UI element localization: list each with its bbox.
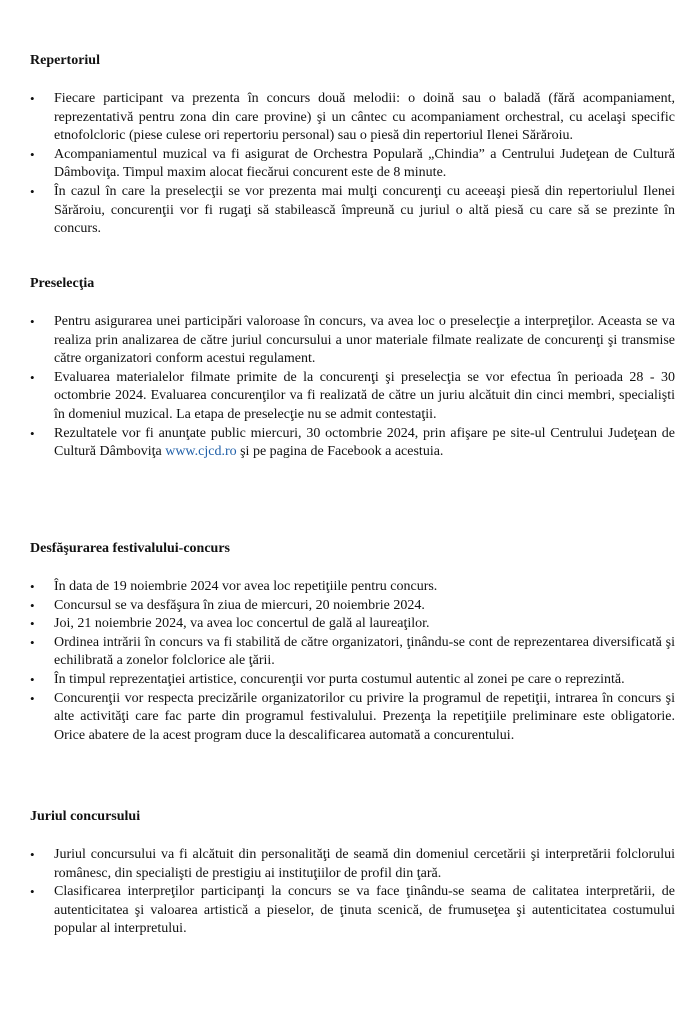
list-item: • Concursul se va desfăşura în ziua de miercuri, 20 noiembrie 2024. bbox=[30, 597, 675, 616]
list-item: • Concurenţii vor respecta precizările organizatorilor cu privire la programul de repetiţii, intrarea în concurs şi alte activităţi care fac parte din programul festivalului. Prezenţa la repetiţiile preliminare este obligatorie. Orice abatere de la acest program duce la descalificarea automată a concurentului. bbox=[30, 690, 675, 746]
section-title: Juriul concursului bbox=[30, 809, 141, 824]
bullet-list bbox=[30, 578, 675, 745]
section-title: Repertoriul bbox=[30, 53, 100, 68]
section-juriul bbox=[30, 808, 675, 939]
section-title: Preselecţia bbox=[30, 276, 95, 291]
list-item: • În data de 19 noiembrie 2024 vor avea loc repetiţiile pentru concurs. bbox=[30, 578, 675, 597]
list-item bbox=[30, 425, 675, 462]
list-item: • Juriul concursului va fi alcătuit din personalităţi de seamă din domeniul cercetării şi interpretării folclorului românesc, din specialişti de prestigiu ai instituţiilor de profil din ţară. bbox=[30, 846, 675, 883]
list-item: • Pentru asigurarea unei participări valoroase în concurs, va avea loc o preselecţie a interpreţilor. Aceasta se va realiza prin analizarea de către juriul concursului a unor materiale filmate realizate de concurenţi şi transmise către organizatori conform acestui regulament. bbox=[30, 313, 675, 369]
list-item: • În cazul în care la preselecţii se vor prezenta mai mulţi concurenţi cu aceeaşi piesă din repertoriulul Ilenei Sărăroiu, concurenţii vor fi rugaţi să stabilească împreună cu juriul o altă piesă cu care să se prezinte în concurs. bbox=[30, 183, 675, 239]
list-item: • Acompaniamentul muzical va fi asigurat de Orchestra Populară „Chindia” a Centrului Judeţean de Cultură Dâmboviţa. Timpul maxim alocat fiecărui concurent este de 8 minute. bbox=[30, 146, 675, 183]
bullet-list bbox=[30, 313, 675, 462]
list-item: • Ordinea intrării în concurs va fi stabilită de către organizatori, ţinându-se cont de reprezentarea diversificată şi echilibrată a zonelor folclorice ale ţării. bbox=[30, 634, 675, 671]
section-repertoriul bbox=[30, 52, 675, 239]
bullet-list bbox=[30, 846, 675, 939]
list-item: • Joi, 21 noiembrie 2024, va avea loc concertul de gală al laureaţilor. bbox=[30, 615, 675, 634]
section-preselectia bbox=[30, 275, 675, 462]
website-link[interactable]: www.cjcd.ro bbox=[165, 444, 237, 460]
item-text: şi pe pagina de Facebook a acestuia. bbox=[236, 444, 444, 460]
section-desfasurarea bbox=[30, 540, 675, 745]
list-item: • Clasificarea interpreţilor participanţi la concurs se va face ţinându-se seama de calitatea interpretării, de autenticitatea şi valoarea artistică a pieselor, de ţinuta scenică, de frumuseţea şi autenticitatea costumului popular al interpretului. bbox=[30, 883, 675, 939]
section-title: Desfăşurarea festivalului-concurs bbox=[30, 541, 230, 556]
bullet-list bbox=[30, 90, 675, 239]
list-item: • În timpul reprezentaţiei artistice, concurenţii vor purta costumul autentic al zonei pe care o reprezintă. bbox=[30, 671, 675, 690]
item-text: Rezultatele vor fi anunţate public miercuri, 30 octombrie 2024, prin afişare pe site-ul Centrului Judeţean de Cultură Dâmboviţa bbox=[54, 425, 675, 460]
list-item: • Evaluarea materialelor filmate primite de la concurenţi şi preselecţia se vor efectua în perioada 28 - 30 octombrie 2024. Evaluarea concurenţilor va fi realizată de către un juriu alcătuit din cinci membri, specialişti în domeniul muzical. La etapa de preselecţie nu se admit contestaţii. bbox=[30, 369, 675, 425]
list-item: • Fiecare participant va prezenta în concurs două melodii: o doină sau o baladă (fără acompaniament, reprezentativă pentru zona din care provine) şi un cântec cu acompaniament orchestral, cu acelaşi specific etnofolcloric (piese culese ori repertoriu personal) sau o piesă din repertoriul Ilenei Sărăroiu. bbox=[30, 90, 675, 146]
